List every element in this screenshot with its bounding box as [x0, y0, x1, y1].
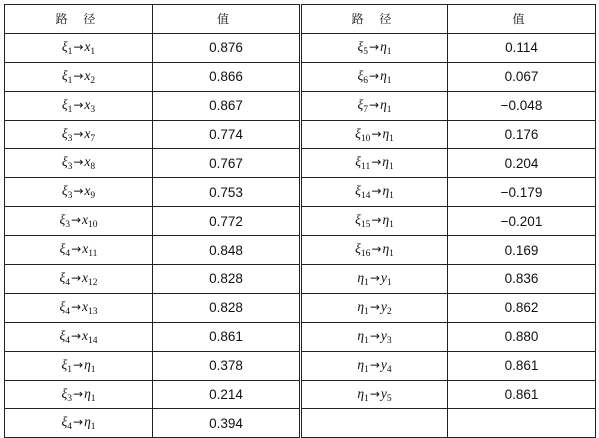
arrow-icon: →: [73, 386, 84, 401]
table-row: [5, 265, 596, 294]
path-from: η: [357, 356, 365, 372]
path-from-subscript: 4: [65, 277, 70, 288]
value-cell: 0.204: [448, 149, 596, 178]
path-cell: [301, 178, 448, 207]
path-from: ξ: [61, 96, 68, 112]
table-row: [5, 33, 596, 62]
path-cell: [5, 293, 153, 322]
path-to-subscript: 1: [386, 75, 392, 86]
arrow-icon: →: [73, 415, 84, 430]
path-from-subscript: 15: [360, 220, 371, 231]
path-to: x: [84, 183, 91, 199]
path-to: x: [84, 125, 91, 141]
path-to: x: [82, 212, 89, 228]
table-row: [5, 120, 596, 149]
value-cell: 0.861: [448, 351, 596, 380]
path-from: ξ: [355, 154, 362, 170]
path-from-subscript: 3: [65, 220, 70, 231]
arrow-icon: →: [369, 357, 380, 372]
value-cell: 0.753: [153, 178, 301, 207]
path-from: ξ: [61, 414, 68, 430]
path-cell: [5, 149, 153, 178]
arrow-icon: →: [369, 39, 380, 54]
path-cell: [301, 293, 448, 322]
path-from: ξ: [59, 241, 66, 257]
path-cell: [5, 409, 153, 438]
path-cell: [5, 207, 153, 236]
path-from: η: [357, 269, 365, 285]
value-cell: 0.861: [153, 322, 301, 351]
path-from-subscript: 1: [364, 364, 369, 375]
arrow-icon: →: [70, 270, 82, 285]
path-from: ξ: [61, 183, 68, 199]
path-from-subscript: 3: [67, 133, 73, 144]
path-cell: [301, 409, 448, 438]
value-cell: 0.169: [448, 236, 596, 265]
path-from: ξ: [355, 183, 361, 199]
path-from: ξ: [59, 327, 66, 343]
header-left-path: 路 径: [5, 5, 153, 34]
table-row: [5, 91, 596, 120]
table-row: [5, 149, 596, 178]
path-to: η: [84, 385, 91, 401]
path-to: η: [382, 154, 389, 170]
path-from: ξ: [59, 269, 66, 285]
value-cell: 0.394: [153, 409, 301, 438]
value-cell: 0.767: [153, 149, 301, 178]
path-cell: [5, 33, 153, 62]
path-to: η: [382, 183, 390, 199]
table-row: [5, 207, 596, 236]
path-from-subscript: 1: [67, 104, 73, 115]
value-cell: 0.214: [153, 380, 301, 409]
value-cell: 0.861: [448, 380, 596, 409]
value-cell: 0.866: [153, 62, 301, 91]
path-from-subscript: 4: [65, 249, 71, 260]
path-to: η: [382, 125, 390, 141]
path-to-subscript: 2: [386, 306, 392, 317]
path-from: η: [357, 298, 365, 314]
arrow-icon: →: [369, 386, 380, 401]
arrow-icon: →: [371, 155, 382, 170]
value-cell: 0.862: [448, 293, 596, 322]
arrow-icon: →: [73, 68, 84, 83]
path-to: η: [380, 38, 387, 54]
path-to-subscript: 1: [388, 162, 394, 173]
table-row: [5, 351, 596, 380]
path-from-subscript: 1: [364, 306, 369, 317]
path-cell: [5, 236, 153, 265]
path-to: η: [382, 241, 390, 257]
path-to-subscript: 1: [386, 277, 392, 288]
value-cell: 0.876: [153, 33, 301, 62]
path-cell: [5, 178, 153, 207]
path-to: x: [84, 96, 91, 112]
value-cell: 0.848: [153, 236, 301, 265]
path-cell: [301, 351, 448, 380]
path-from-subscript: 7: [363, 104, 368, 115]
path-to: x: [84, 38, 91, 54]
arrow-icon: →: [70, 299, 82, 314]
arrow-icon: →: [73, 97, 84, 112]
arrow-icon: →: [73, 126, 84, 141]
path-from-subscript: 11: [361, 162, 371, 173]
path-cell: [301, 265, 448, 294]
path-from-subscript: 4: [65, 306, 70, 317]
value-cell: 0.867: [153, 91, 301, 120]
table-row: [5, 236, 596, 265]
value-cell: 0.880: [448, 322, 596, 351]
header-right-path: 路 径: [301, 5, 448, 34]
path-to: y: [380, 385, 387, 401]
path-to: η: [84, 414, 91, 430]
path-to-subscript: 12: [88, 277, 98, 288]
value-cell: [448, 409, 596, 438]
table-row: [5, 178, 596, 207]
path-from-subscript: 1: [364, 393, 369, 404]
path-to-subscript: 1: [90, 393, 96, 404]
path-from: η: [357, 385, 365, 401]
arrow-icon: →: [71, 242, 82, 257]
path-to-subscript: 7: [90, 133, 96, 144]
path-from-subscript: 10: [360, 133, 371, 144]
value-cell: 0.836: [448, 265, 596, 294]
path-to: y: [380, 298, 387, 314]
path-from: ξ: [61, 38, 68, 54]
path-to-subscript: 10: [88, 220, 98, 231]
table-row: [5, 293, 596, 322]
path-from-subscript: 3: [67, 191, 73, 202]
header-left-value: 值: [153, 5, 301, 34]
path-from: ξ: [357, 67, 364, 83]
path-from-subscript: 1: [67, 364, 72, 375]
value-cell: 0.828: [153, 265, 301, 294]
path-to-subscript: 4: [386, 364, 392, 375]
arrow-icon: →: [70, 213, 82, 228]
path-to: x: [84, 67, 91, 83]
header-right-value: 值: [448, 5, 596, 34]
table-row: [5, 62, 596, 91]
path-to-subscript: 1: [389, 249, 394, 260]
path-cell: [301, 236, 448, 265]
path-from-subscript: 6: [363, 75, 368, 86]
value-cell: 0.114: [448, 33, 596, 62]
path-from: ξ: [357, 96, 364, 112]
path-cell: [5, 91, 153, 120]
value-cell: −0.179: [448, 178, 596, 207]
arrow-icon: →: [369, 97, 380, 112]
path-coefficient-table: [4, 4, 596, 438]
path-to: η: [380, 96, 387, 112]
value-cell: 0.774: [153, 120, 301, 149]
value-cell: 0.176: [448, 120, 596, 149]
table-row: [5, 409, 596, 438]
path-to-subscript: 1: [389, 191, 394, 202]
path-from-subscript: 1: [67, 75, 73, 86]
path-to: η: [84, 356, 91, 372]
path-cell: [301, 149, 448, 178]
path-to-subscript: 2: [90, 75, 96, 86]
arrow-icon: →: [73, 155, 84, 170]
path-to: x: [82, 298, 89, 314]
path-to: x: [82, 327, 89, 343]
path-to-subscript: 11: [88, 249, 98, 260]
path-cell: [5, 120, 153, 149]
path-from: ξ: [61, 125, 68, 141]
arrow-icon: →: [371, 242, 382, 257]
path-from: ξ: [355, 241, 361, 257]
value-cell: 0.828: [153, 293, 301, 322]
path-cell: [301, 380, 448, 409]
path-cell: [301, 207, 448, 236]
path-to: x: [84, 154, 91, 170]
arrow-icon: →: [371, 184, 382, 199]
table-row: [5, 380, 596, 409]
path-cell: [301, 120, 448, 149]
value-cell: −0.201: [448, 207, 596, 236]
path-from-subscript: 3: [67, 393, 72, 404]
path-from-subscript: 3: [67, 162, 73, 173]
path-to: x: [82, 269, 89, 285]
path-to-subscript: 9: [90, 191, 96, 202]
path-to-subscript: 1: [386, 104, 392, 115]
path-from: ξ: [59, 212, 66, 228]
path-to: x: [82, 241, 89, 257]
path-cell: [5, 351, 153, 380]
arrow-icon: →: [70, 328, 82, 343]
path-to-subscript: 3: [90, 104, 96, 115]
path-cell: [301, 62, 448, 91]
table-body: [5, 33, 596, 437]
path-from-subscript: 5: [363, 46, 368, 57]
path-cell: [301, 322, 448, 351]
path-cell: [5, 322, 153, 351]
path-to-subscript: 1: [90, 364, 96, 375]
value-cell: 0.378: [153, 351, 301, 380]
arrow-icon: →: [73, 357, 84, 372]
path-from: ξ: [355, 212, 361, 228]
table-row: [5, 322, 596, 351]
value-cell: −0.048: [448, 91, 596, 120]
path-cell: [301, 91, 448, 120]
path-from-subscript: 4: [67, 422, 72, 433]
path-from: ξ: [61, 385, 68, 401]
path-from: ξ: [355, 125, 361, 141]
path-to-subscript: 8: [90, 162, 96, 173]
arrow-icon: →: [369, 270, 380, 285]
arrow-icon: →: [371, 126, 382, 141]
path-from: η: [357, 327, 365, 343]
path-to-subscript: 3: [386, 335, 392, 346]
path-from: ξ: [61, 356, 68, 372]
path-to-subscript: 1: [389, 220, 394, 231]
path-from-subscript: 1: [364, 335, 369, 346]
table-header-row: [5, 5, 596, 34]
path-from-subscript: 16: [360, 249, 371, 260]
path-to-subscript: 14: [88, 335, 98, 346]
path-from: ξ: [357, 38, 364, 54]
arrow-icon: →: [73, 39, 84, 54]
arrow-icon: →: [369, 68, 380, 83]
path-to: y: [380, 269, 387, 285]
path-to-subscript: 1: [389, 133, 394, 144]
value-cell: 0.772: [153, 207, 301, 236]
value-cell: 0.067: [448, 62, 596, 91]
path-to-subscript: 1: [386, 46, 392, 57]
path-from-subscript: 14: [360, 191, 371, 202]
path-to: η: [382, 212, 390, 228]
path-cell: [301, 33, 448, 62]
path-to: η: [380, 67, 387, 83]
path-to-subscript: 13: [88, 306, 98, 317]
path-from-subscript: 1: [364, 277, 369, 288]
path-from: ξ: [59, 298, 66, 314]
arrow-icon: →: [371, 213, 382, 228]
path-from: ξ: [61, 154, 68, 170]
path-to-subscript: 1: [90, 422, 96, 433]
path-to: y: [380, 356, 387, 372]
path-to-subscript: 5: [386, 393, 392, 404]
path-cell: [5, 380, 153, 409]
path-cell: [5, 62, 153, 91]
path-to: y: [380, 327, 387, 343]
arrow-icon: →: [369, 299, 380, 314]
path-from-subscript: 4: [65, 335, 70, 346]
arrow-icon: →: [369, 328, 380, 343]
path-cell: [5, 265, 153, 294]
path-to-subscript: 1: [90, 46, 96, 57]
path-from-subscript: 1: [67, 46, 73, 57]
arrow-icon: →: [73, 184, 84, 199]
path-from: ξ: [61, 67, 68, 83]
